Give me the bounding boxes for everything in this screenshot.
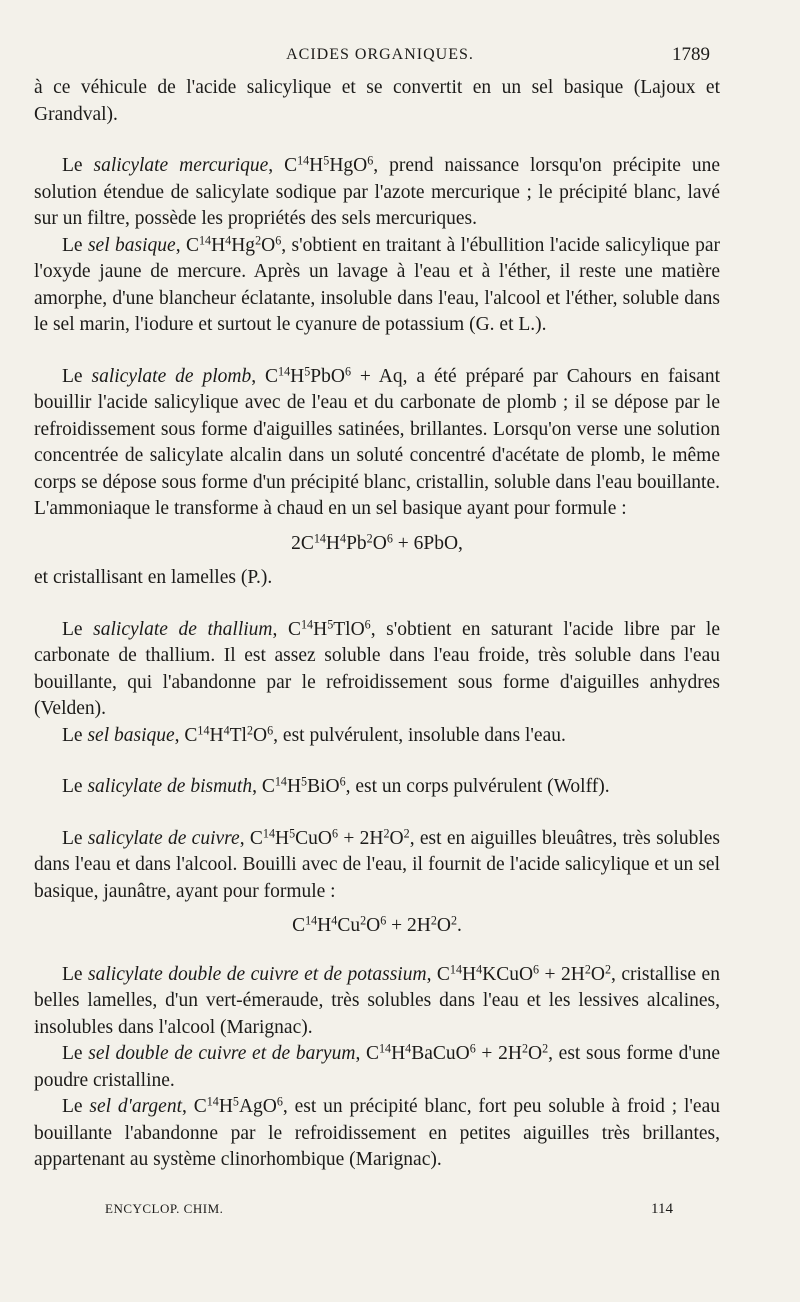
paragraph-continuation: à ce véhicule de l'acide salicylique et se convertit en un sel basique (Lajoux et Grandval). <box>34 77 720 125</box>
paragraph-lamelles: et cristallisant en lamelles (P.). <box>34 567 273 588</box>
footer-signature: ENCYCLOP. CHIM. <box>105 1201 224 1216</box>
paragraph-cuivre-potassium: Le salicylate double de cuivre et de potassium, $C^{14}H^4KCuO^6 + 2H^2O^2$, cristallise en belles lamelles, d'un vert-émeraude, très solubles dans l'eau et les lessives alcalines, insolubles dans l'alcool (Marignac). <box>34 961 720 1038</box>
paragraph-salicylate-mercurique: Le salicylate mercurique, $C^{14}H^5HgO^6$, prend naissance lorsqu'on précipite une solution étendue de salicylate sodique par l'azote mercurique ; le précipité blanc, lavé sur un filtre, possède les propriétés des sels mercuriques. <box>34 153 720 229</box>
footer-sheet-number: 114 <box>651 1201 673 1217</box>
paragraph-salicylate-thallium: Le salicylate de thallium, $C^{14}H^5TlO^6$, s'obtient en saturant l'acide libre par le carbonate de thallium. Il est assez soluble dans l'eau froide, très soluble dans l'eau bouillante, qui l'abandonne par le refroidissement sous forme d'aiguilles anhydres (Velden). <box>34 616 720 719</box>
paragraph-salicylate-cuivre: Le salicylate de cuivre, $C^{14}H^5CuO^6 + 2H^2O^2$, est en aiguilles bleuâtres, très solubles dans l'eau et dans l'alcool. Bouilli avec de l'eau, il fournit de l'acide salicylique et un sel basique, jaunâtre, ayant pour formule : <box>34 825 720 902</box>
paragraph-cuivre-baryum: Le sel double de cuivre et de baryum, $C^{14}H^4BaCuO^6 + 2H^2O^2$, est sous forme d'une poudre cristalline. <box>34 1041 720 1091</box>
paragraph-salicylate-bismuth: Le salicylate de bismuth, $C^{14}H^5BiO^6$, est un corps pulvérulent (Wolff). <box>62 774 610 797</box>
formula-plomb-basique: $2C^{14}H^4Pb^2O^6 + 6PbO$, <box>291 530 463 554</box>
paragraph-sel-basique-mercure: Le sel basique, $C^{14}H^4Hg^2O^6$, s'obtient en traitant à l'ébullition l'acide salicylique par l'oxyde jaune de mercure. Après un lavage à l'eau et à l'éther, il reste une matière amorphe, d'une blancheur éclatante, insoluble dans l'eau, l'alcool et l'éther, soluble dans le sel marin, l'iodure et surtout le cyanure de potassium (G. et L.). <box>34 232 720 335</box>
paragraph-sel-argent: Le sel d'argent, $C^{14}H^5AgO^6$, est un précipité blanc, fort peu soluble à froid ; l'eau bouillante l'abandonne par le refroidissement en petites aiguilles très brillantes, appartenant au système clinorhombique (Marignac). <box>34 1094 720 1170</box>
formula-cuivre-basique: $C^{14}H^4Cu^2O^6 + 2H^2O^2$. <box>292 913 462 936</box>
text-body <box>34 75 720 1174</box>
running-header-title: ACIDES ORGANIQUES. <box>286 46 474 63</box>
paragraph-sel-basique-thallium: Le sel basique, $C^{14}H^4Tl^2O^6$, est pulvérulent, insoluble dans l'eau. <box>62 722 566 746</box>
page-number: 1789 <box>672 44 710 65</box>
paragraph-salicylate-plomb: Le salicylate de plomb, $C^{14}H^5PbO^6 + Aq$, a été préparé par Cahours en faisant bouillir l'acide salicylique avec de l'eau et du carbonate de plomb ; il se dépose par le refroidissement sous forme d'aiguilles satinées, brillantes. Lorsqu'on verse une solution concentrée de salicylate alcalin dans un soluté concentré d'acétate de plomb, le même corps se dépose sous forme d'un précipité blanc, cristallin, soluble dans l'eau bouillante. L'ammoniaque le transforme à chaud en un sel basique ayant pour formule : <box>34 363 720 519</box>
